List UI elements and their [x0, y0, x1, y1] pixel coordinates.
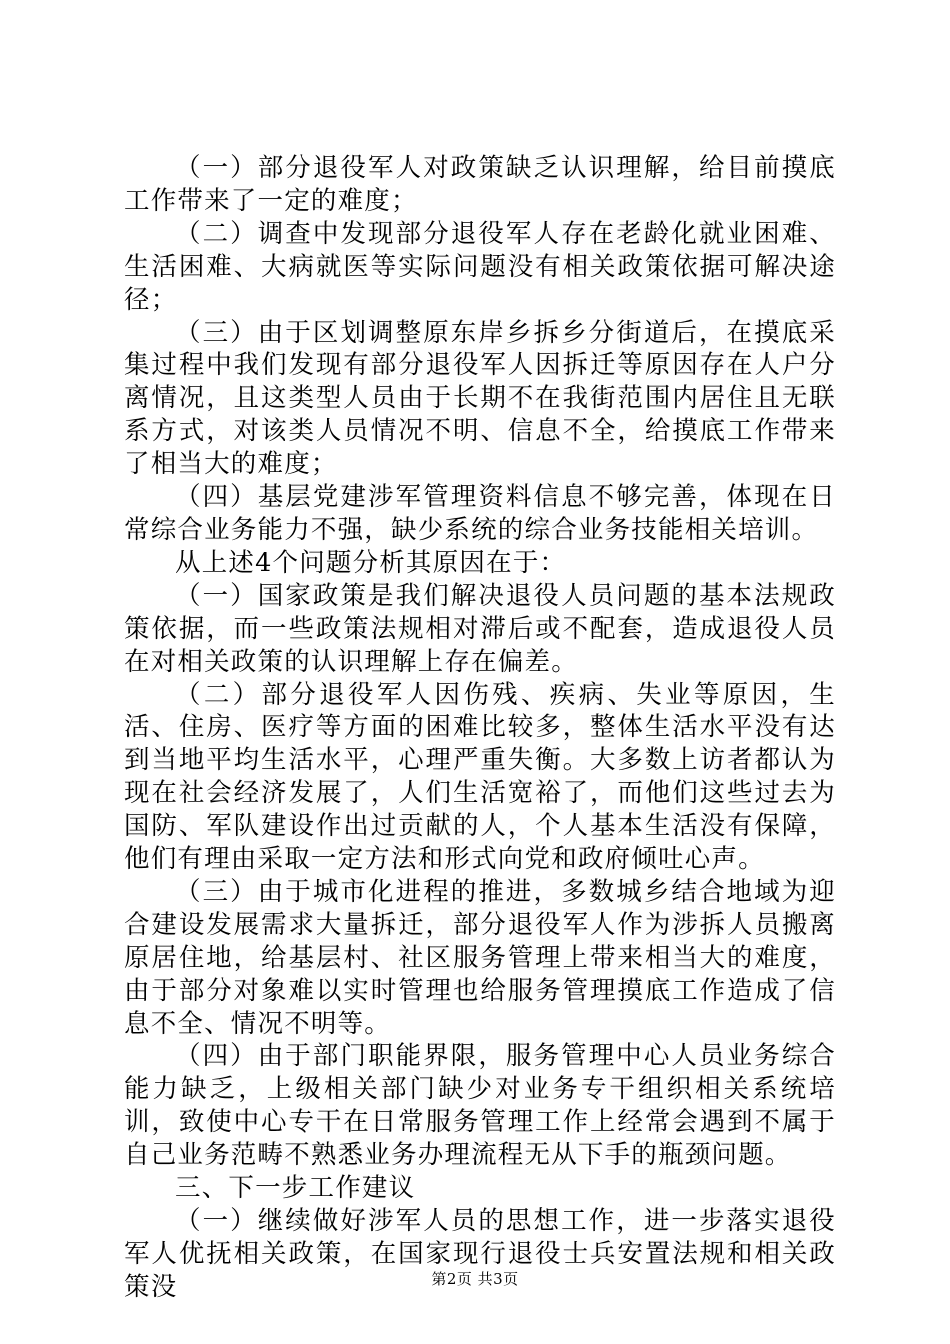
section-heading-next-steps: 三、下一步工作建议 [175, 1173, 416, 1204]
paragraph-problem-1: （一）部分退役军人对政策缺乏认识理解，给目前摸底工作带来了一定的难度； [124, 153, 836, 216]
paragraph-cause-1: （一）国家政策是我们解决退役人员问题的基本法规政策依据，而一些政策法规相对滞后或不配套，造成退役人员在对相关政策的认识理解上存在偏差。 [124, 580, 836, 677]
paragraph-cause-4: （四）由于部门职能界限，服务管理中心人员业务综合能力缺乏，上级相关部门缺少对业务专干组织相关系统培训，致使中心专干在日常服务管理工作上经常会遇到不属于自己业务范畴不熟悉业务办理流程无从下手的瓶颈问题。 [124, 1041, 836, 1171]
paragraph-cause-intro: 从上述4个问题分析其原因在于： [175, 547, 567, 578]
paragraph-problem-4: （四）基层党建涉军管理资料信息不够完善，体现在日常综合业务能力不强，缺少系统的综合业务技能相关培训。 [124, 482, 836, 545]
paragraph-cause-2: （二）部分退役军人因伤残、疾病、失业等原因，生活、住房、医疗等方面的困难比较多，整体生活水平没有达到当地平均生活水平，心理严重失衡。大多数上访者都认为现在社会经济发展了，人们生活宽裕了，而他们这些过去为国防、军队建设作出过贡献的人，个人基本生活没有保障，他们有理由采取一定方法和形式向党和政府倾吐心声。 [124, 679, 836, 875]
paragraph-suggestion-1: （一）继续做好涉军人员的思想工作，进一步落实退役军人优抚相关政策，在国家现行退役士兵安置法规和相关政策没 [124, 1206, 836, 1302]
paragraph-cause-3: （三）由于城市化进程的推进，多数城乡结合地域为迎合建设发展需求大量拆迁，部分退役军人作为涉拆人员搬离原居住地，给基层村、社区服务管理上带来相当大的难度，由于部分对象难以实时管理也给服务管理摸底工作造成了信息不全、情况不明等。 [124, 876, 836, 1039]
paragraph-problem-3: （三）由于区划调整原东岸乡拆乡分街道后，在摸底采集过程中我们发现有部分退役军人因拆迁等原因存在人户分离情况，且这类型人员由于长期不在我街范围内居住且无联系方式，对该类人员情况不明、信息不全，给摸底工作带来了相当大的难度； [124, 317, 836, 480]
document-body [124, 152, 836, 1304]
page-footer: 第2页 共3页 [431, 1270, 519, 1288]
paragraph-problem-2: （二）调查中发现部分退役军人存在老龄化就业困难、生活困难、大病就医等实际问题没有相关政策依据可解决途径； [124, 218, 836, 315]
